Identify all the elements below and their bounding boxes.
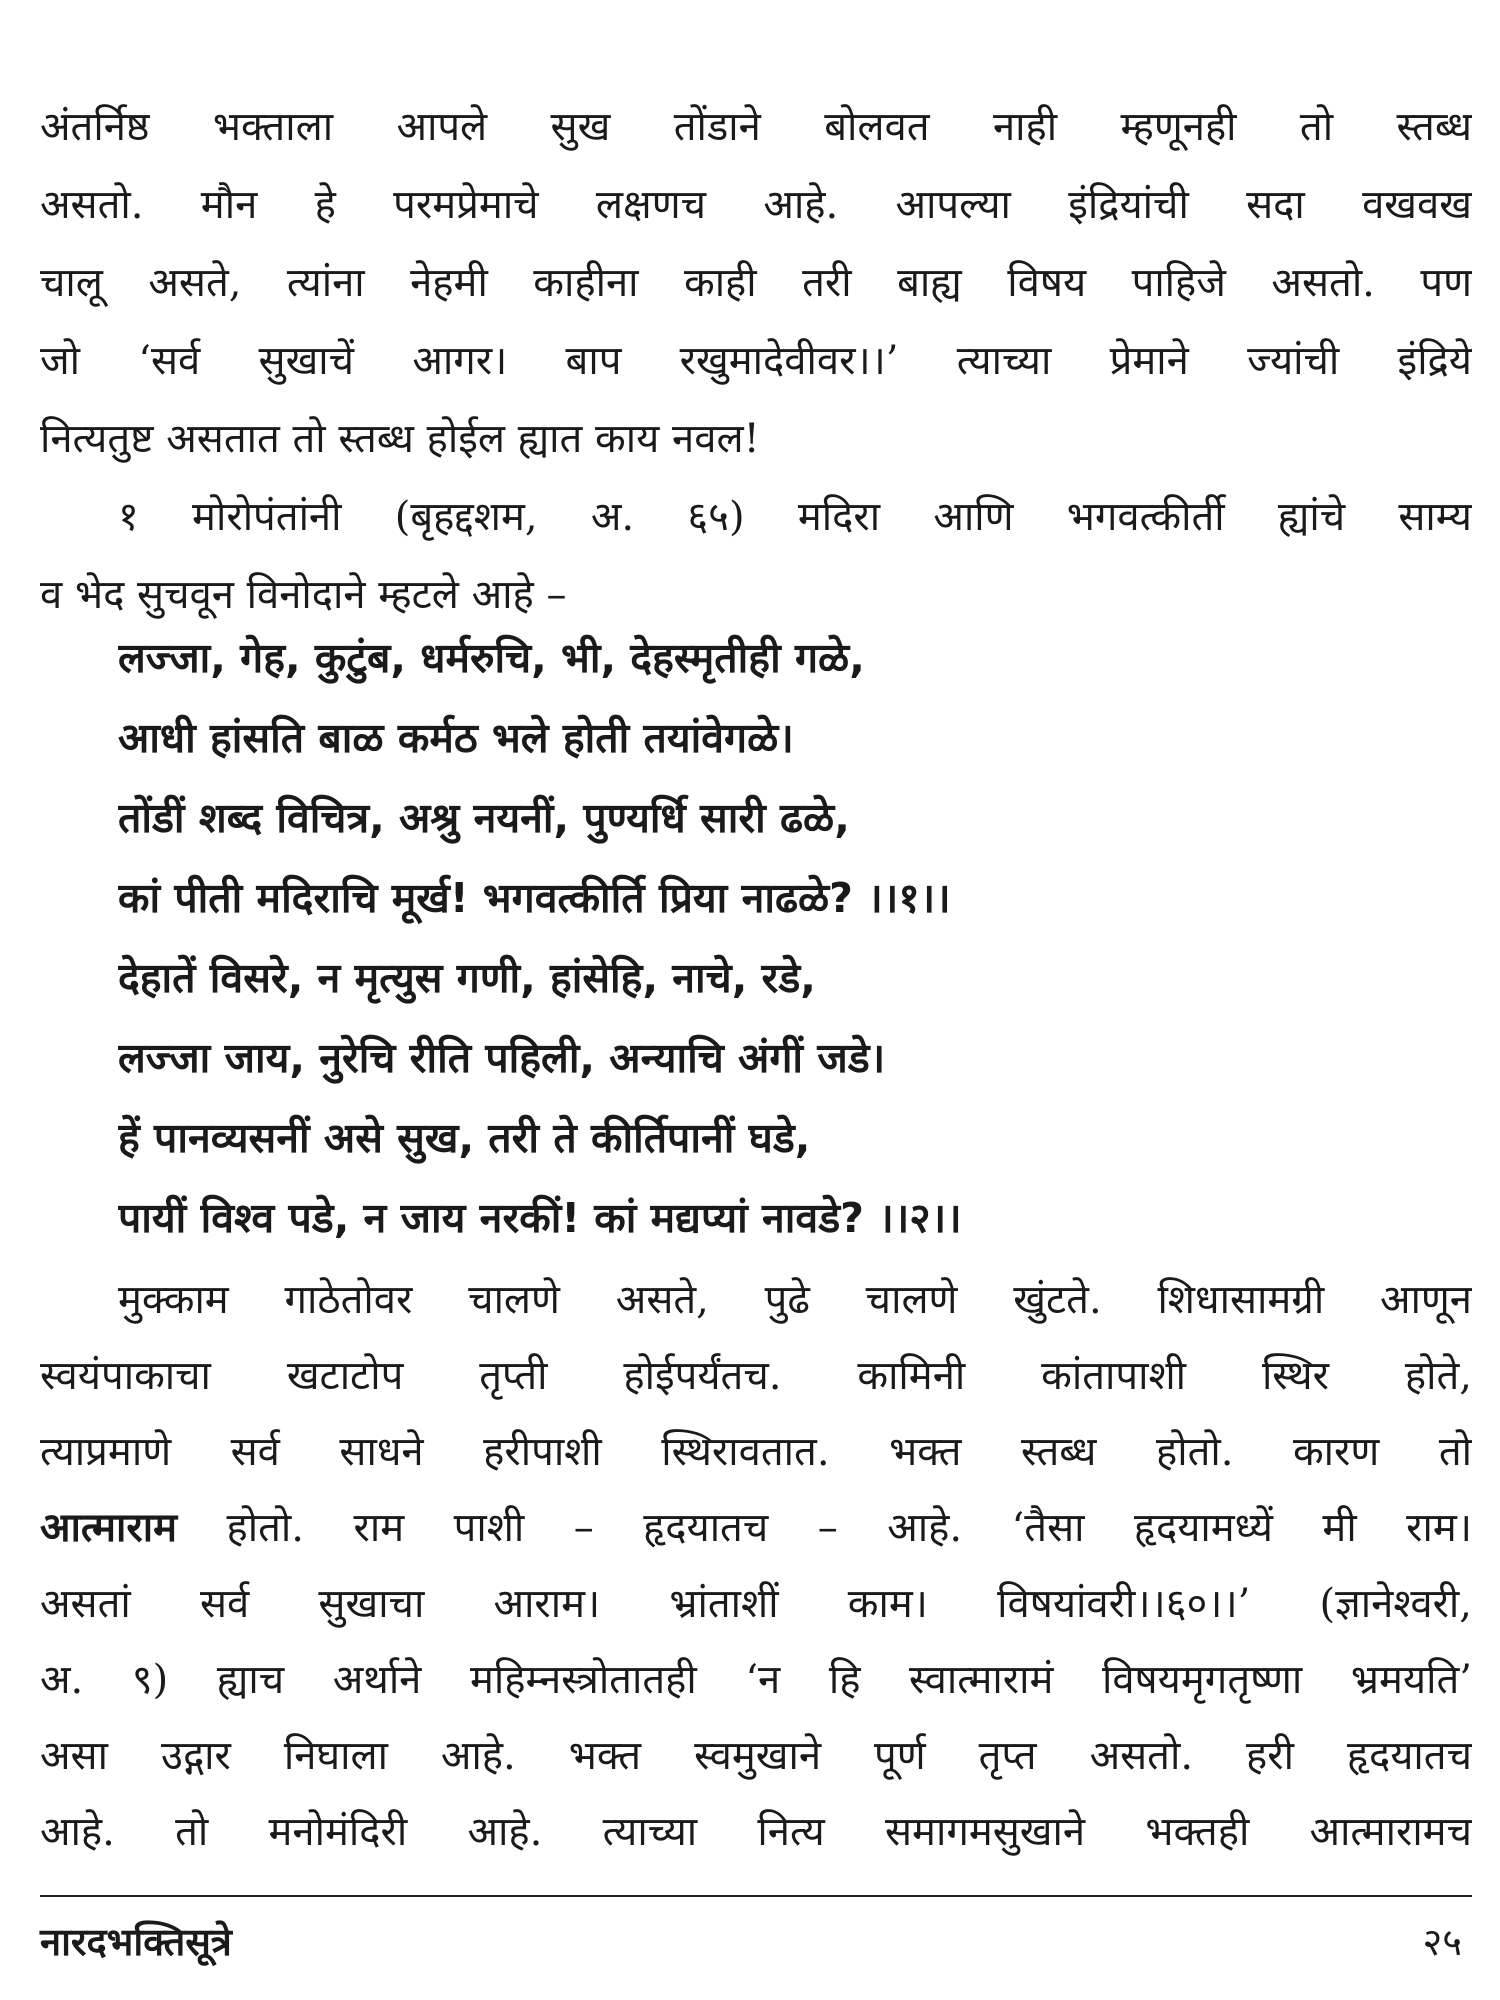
verse-line: देहातें विसरे, न मृत्युस गणी, हांसेहि, नाचे, रडे, (118, 954, 816, 1002)
verse-line: पायीं विश्व पडे, न जाय नरकीं! कां मद्यप्यां नावडे? ।।२।। (118, 1194, 962, 1242)
paragraph-line: जो ‘सर्व सुखाचें आगर। बाप रखुमादेवीवर।।’ त्याच्या प्रेमाने ज्यांची इंद्रिये (40, 338, 1472, 384)
paragraph-line (40, 1490, 1472, 1566)
running-footer-title: नारदभक्तिसूत्रे (40, 1920, 232, 1964)
verse-line: लज्जा जाय, नुरेचि रीति पहिली, अन्याचि अंगीं जडे। (118, 1034, 886, 1082)
verse-line: लज्जा, गेह, कुटुंब, धर्मरुचि, भी, देहस्मृतीही गळे, (118, 634, 865, 682)
verse-line: तोंडीं शब्द विचित्र, अश्रु नयनीं, पुण्यर्धि सारी ढळे, (118, 794, 850, 842)
paragraph-line: चालू असते, त्यांना नेहमी काहीना काही तरी बाह्य विषय पाहिजे असतो. पण (40, 260, 1472, 306)
paragraph-line: असा उद्गार निघाला आहे. भक्त स्वमुखाने पूर्ण तृप्त असतो. हरी हृदयातच (40, 1733, 1472, 1779)
paragraph-line: असतां सर्व सुखाचा आराम। भ्रांताशीं काम। विषयांवरी।।६०।।’ (ज्ञानेश्वरी, (40, 1581, 1472, 1627)
paragraph-line: त्याप्रमाणे सर्व साधने हरीपाशी स्थिरावतात. भक्त स्तब्ध होतो. कारण तो (40, 1429, 1472, 1475)
verse-block (118, 618, 1428, 1258)
paragraph-line: नित्यतुष्ट असतात तो स्तब्ध होईल ह्यात काय नवल! (40, 416, 760, 462)
paragraph-2 (40, 1262, 1472, 1870)
verse-line: आधी हांसति बाळ कर्मठ भले होती तयांवेगळे। (118, 714, 794, 762)
paragraph-line: अ. ९) ह्याच अर्थाने महिम्नस्त्रोतातही ‘न हि स्वात्मारामं विषयमृगतृष्णा भ्रमयति’ (40, 1657, 1472, 1703)
footnote-intro-line: १ मोरोपंतांनी (बृहद्दशम, अ. ६५) मदिरा आणि भगवत्कीर्ती ह्यांचे साम्य (118, 494, 1472, 540)
page-number: २५ (1422, 1920, 1462, 1964)
footnote-intro-line: व भेद सुचवून विनोदाने म्हटले आहे – (40, 572, 567, 618)
paragraph-1 (40, 88, 1472, 634)
paragraph-line: स्वयंपाकाचा खटाटोप तृप्ती होईपर्यंतच. कामिनी कांतापाशी स्थिर होते, (40, 1353, 1472, 1399)
paragraph-line-rest: होतो. राम पाशी – हृदयातच – आहे. ‘तैसा हृदयामध्यें मी राम। (177, 1505, 1472, 1551)
footer-divider (40, 1895, 1472, 1897)
paragraph-line: आहे. तो मनोमंदिरी आहे. त्याच्या नित्य समागमसुखाने भक्तही आत्मारामच (40, 1809, 1472, 1855)
paragraph-line: अंतर्निष्ठ भक्ताला आपले सुख तोंडाने बोलवत नाही म्हणूनही तो स्तब्ध (40, 104, 1472, 150)
paragraph-line: असतो. मौन हे परमप्रेमाचे लक्षणच आहे. आपल्या इंद्रियांची सदा वखवख (40, 182, 1472, 228)
verse-line: हें पानव्यसनीं असे सुख, तरी ते कीर्तिपानीं घडे, (118, 1114, 811, 1162)
verse-line: कां पीती मदिराचि मूर्ख! भगवत्कीर्ति प्रिया नाढळे? ।।१।। (118, 874, 951, 922)
paragraph-line: मुक्काम गाठेतोवर चालणे असते, पुढे चालणे खुंटते. शिधासामग्री आणून (118, 1277, 1472, 1323)
bold-term: आत्माराम (40, 1504, 178, 1551)
